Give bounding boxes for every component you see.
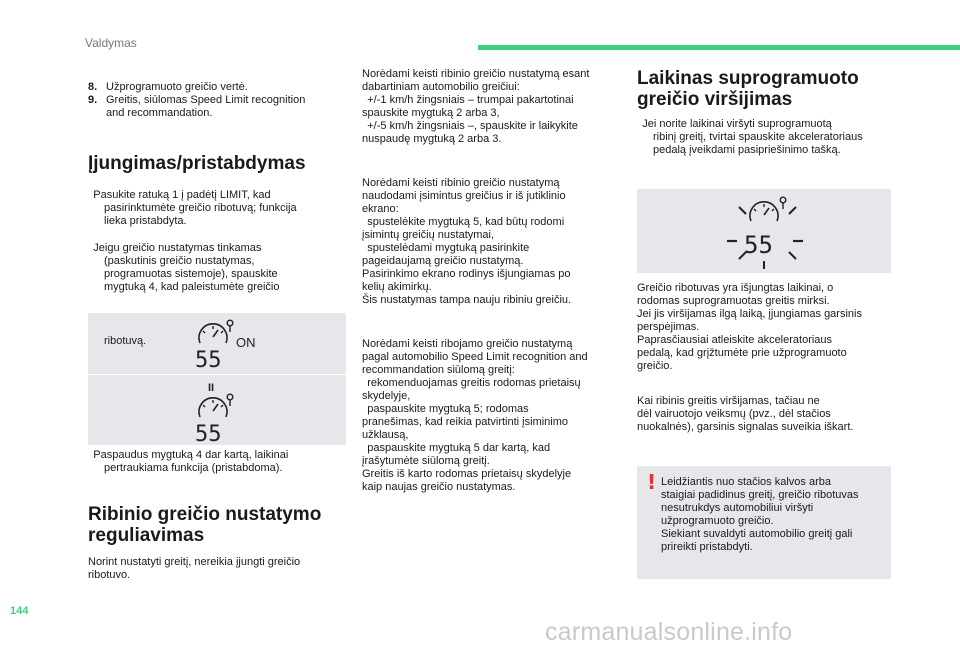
section-header: Valdymas [85, 36, 137, 50]
pause-symbol: II [208, 382, 215, 394]
block-speed-recognition: Norėdami keisti ribojamo greičio nustatymą pagal automobilio Speed Limit recognition and recommandation siūlomą greitį: rekomenduojamas greitis rodomas prietaisų skydelyje, paspauskite mygtuką 5; rodomas pranešimas, kad reikia patvirtinti įsiminimo užklausą, paspauskite mygtuką 5 dar kartą, kad įrašytumėte siūlomą greitį. Greitis iš karto rodomas prietaisų skydelyje kaip naujas greičio nustatymas. [362, 338, 588, 493]
bullet-override: Jei norite laikinai viršyti suprogramuotą ribinį greitį, tvirtai spauskite akceleratoriaus pedalą įveikdami pasipriešinimo tašką. [642, 118, 863, 156]
block-memorised-speeds: Norėdami keisti ribinio greičio nustatymą naudodami įsimintus greičius ir iš jutiklinio ekrano: spustelėkite mygtuką 5, kad būtų rodomi įsimintų greičių nustatymai, spustelėdami mygtuką pasirinkite pageidaujamą greičio nustatymą. Pasirinkimo ekrano rodinys išjungiamas po kelių akimirkų. Šis nustatymas tampa nauju ribiniu greičiu. [362, 177, 572, 306]
heading-activation: Įjungimas/pristabdymas [88, 153, 306, 174]
para-adjustment: Norint nustatyti greitį, nereikia įjungti greičio ribotuvo. [88, 556, 301, 581]
item-9-number: 9. [88, 94, 98, 106]
bullet-pause: Paspaudus mygtuką 4 dar kartą, laikinai pertraukiama funkcija (pristabdoma). [93, 449, 289, 474]
item-8-number: 8. [88, 81, 98, 93]
panel-paused-value: 55 [195, 422, 222, 445]
panel-value: 55 [195, 348, 222, 371]
item-8 [88, 68, 346, 94]
heading-adjustment: Ribinio greičio nustatymo reguliavimas [88, 504, 322, 546]
display-panel-on [88, 313, 346, 374]
para-blinking: Greičio ribotuvas yra išjungtas laikinai, o rodomas suprogramuotas greitis mirksi. Jei jis viršijamas ilgą laiką, įjungiamas garsinis perspėjimas. Paprasčiausiai atleiskite akceleratoriaus pedalą, kad grįžtumėte prie užprogramuoto greičio. [637, 282, 862, 372]
warning-text: Leidžiantis nuo stačios kalvos arba staigiai padidinus greitį, greičio ribotuvas nesutrukdys automobiliui viršyti užprogramuoto greičio. Siekiant suvaldyti automobilio greitį gali prireikti pristabdyti. [661, 476, 859, 553]
panel-text: ribotuvą. [104, 335, 147, 347]
item-9-text: Greitis, siūlomas Speed Limit recognition and recommandation. [106, 94, 306, 119]
speed-limiter-paused-icon [192, 379, 252, 445]
heading-override: Laikinas suprogramuoto greičio viršijimas [637, 68, 859, 110]
header-accent-bar [478, 45, 960, 50]
display-panel-paused [88, 375, 346, 445]
watermark: carmanualsonline.info [545, 618, 793, 646]
warning-box [637, 466, 891, 579]
page-number: 144 [10, 605, 29, 617]
para-exceeded: Kai ribinis greitis viršijamas, tačiau ne dėl vairuotojo veiksmų (pvz., dėl stačios nuokalnės), garsinis signalas suveikia iškart. [637, 395, 854, 433]
item-8-text: Užprogramuoto greičio vertė. [106, 81, 248, 93]
item-9 [88, 94, 346, 120]
block-current-speed: Norėdami keisti ribinio greičio nustatymą esant dabartiniam automobilio greičiui: +/-1 km/h žingsniais – trumpai pakartotinai spauskite mygtuką 2 arba 3, +/-5 km/h žingsniais –, spauskite ir laikykite nuspaudę mygtuką 2 arba 3. [362, 68, 590, 145]
panel-override-value: 55 [744, 231, 773, 259]
speed-limiter-on-icon [192, 317, 282, 371]
bullet-activation-1: Pasukite ratuką 1 į padėtį LIMIT, kad pasirinktumėte greičio ribotuvą; funkcija lieka pristabdyta. [93, 189, 297, 227]
display-panel-override [637, 189, 891, 273]
panel-on-label: ON [236, 335, 256, 350]
speed-limiter-exceeded-icon [721, 193, 811, 271]
warning-icon: ! [647, 470, 657, 494]
bullet-activation-2: Jeigu greičio nustatymas tinkamas (paskutinis greičio nustatymas, programuotas sistemoje), spauskite mygtuką 4, kad paleistumėte greičio [93, 242, 280, 293]
